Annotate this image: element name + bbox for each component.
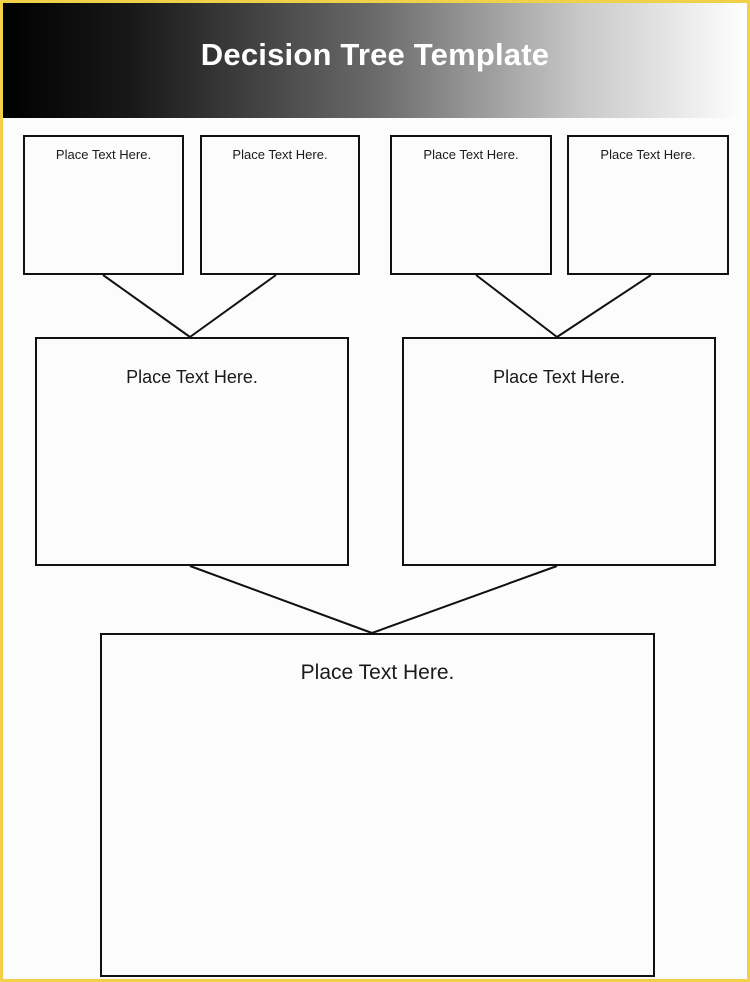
- middle-box-2[interactable]: [402, 337, 716, 566]
- connector-leaf-2-to-mid-1: [190, 275, 276, 337]
- root-box[interactable]: [100, 633, 655, 977]
- leaf-box-2-label: Place Text Here.: [232, 147, 328, 162]
- leaf-box-1[interactable]: [23, 135, 184, 275]
- middle-box-1-label: Place Text Here.: [126, 367, 258, 387]
- connector-leaf-4-to-mid-2: [557, 275, 651, 337]
- leaf-box-4[interactable]: [567, 135, 729, 275]
- leaf-box-4-label: Place Text Here.: [600, 147, 696, 162]
- leaf-box-1-label: Place Text Here.: [55, 147, 152, 162]
- connector-mid-2-to-root: [372, 566, 557, 633]
- leaf-box-2[interactable]: [200, 135, 360, 275]
- connector-leaf-1-to-mid-1: [103, 275, 190, 337]
- leaf-box-3-label: Place Text Here.: [423, 147, 519, 162]
- middle-box-1[interactable]: [35, 337, 349, 566]
- leaf-box-3[interactable]: [390, 135, 552, 275]
- middle-box-2-label: Place Text Here.: [493, 367, 625, 387]
- page-title: Decision Tree Template: [200, 37, 550, 72]
- connector-leaf-3-to-mid-2: [476, 275, 557, 337]
- decision-tree-page: [3, 3, 747, 979]
- root-box-label: Place Text Here.: [300, 661, 455, 684]
- connector-mid-1-to-root: [190, 566, 372, 633]
